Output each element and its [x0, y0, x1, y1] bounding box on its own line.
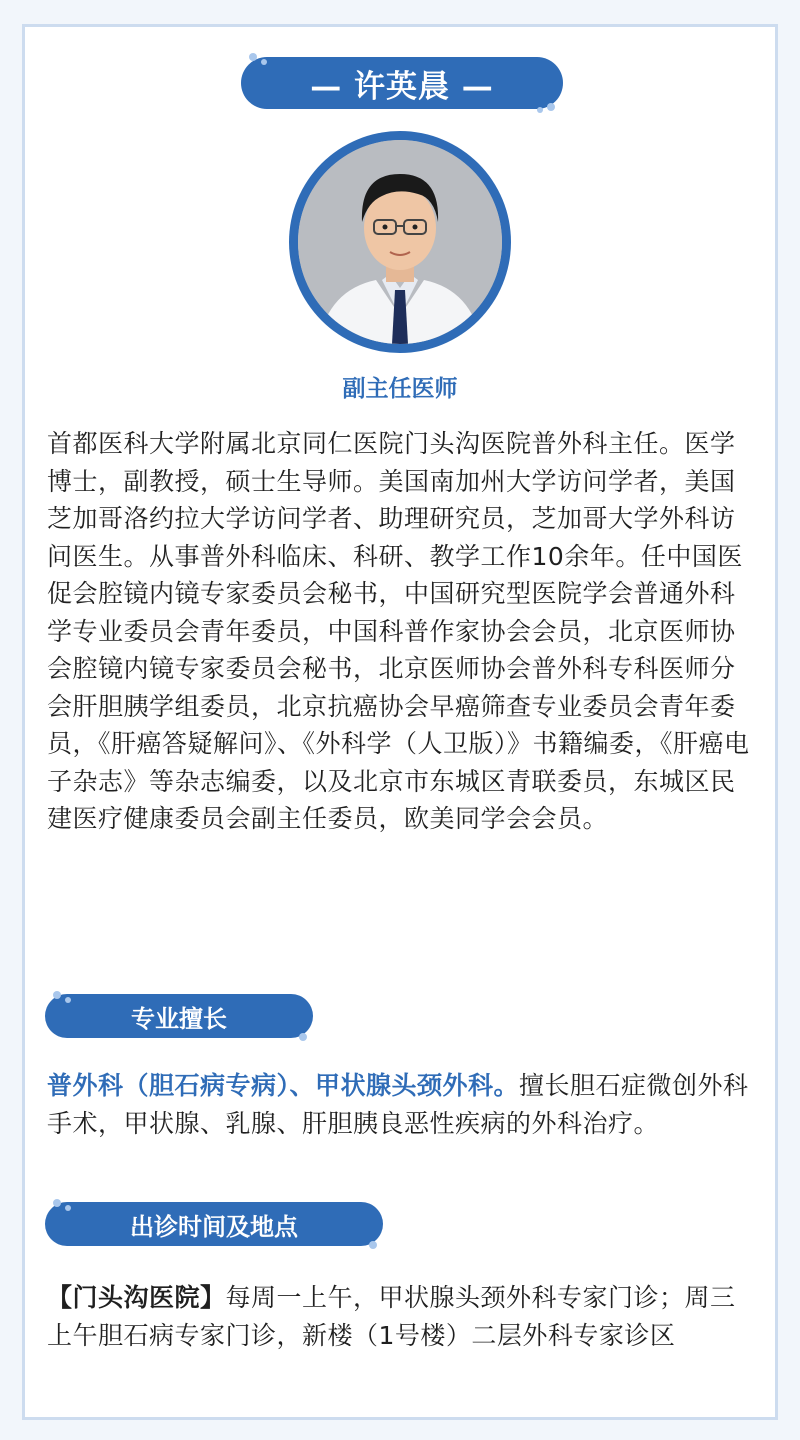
decor-dot — [53, 991, 61, 999]
decor-dot — [261, 59, 267, 65]
decor-dot — [299, 1033, 307, 1041]
doctor-name: — 许英晨 — — [310, 68, 494, 105]
decor-dot — [547, 103, 555, 111]
doctor-title: 副主任医师 — [342, 376, 458, 402]
decor-dot — [249, 53, 257, 61]
avatar — [298, 140, 502, 344]
specialty-heading — [45, 994, 313, 1038]
clinic-text — [47, 1279, 759, 1354]
specialty-heading-label: 专业擅长 — [131, 1004, 227, 1033]
clinic-heading-label: 出诊时间及地点 — [130, 1212, 298, 1241]
decor-dot — [53, 1199, 61, 1207]
doctor-portrait-icon — [298, 140, 502, 344]
clinic-schedule: 每周一上午，甲状腺头颈外科专家门诊；周三上午胆石病专家门诊，新楼（1号楼）二层外科专家诊区 — [47, 1283, 736, 1350]
bio-text: 首都医科大学附属北京同仁医院门头沟医院普外科主任。医学博士，副教授，硕士生导师。美国南加州大学访问学者，美国芝加哥洛约拉大学访问学者、助理研究员，芝加哥大学外科访问医生。从事普外科临床、科研、教学工作10余年。任中国医促会腔镜内镜专家委员会秘书，中国研究型医院学会普通外科学专业委员会青年委员，中国科普作家协会会员，北京医师协会腔镜内镜专家委员会秘书，北京医师协会普外科专科医师分会肝胆胰学组委员，北京抗癌协会早癌筛查专业委员会青年委员，《肝癌答疑解问》、《外科学（人卫版）》书籍编委，《肝癌电子杂志》等杂志编委，以及北京市东城区青联委员，东城区民建医疗健康委员会副主任委员，欧美同学会会员。 — [47, 429, 750, 833]
specialty-highlight: 普外科（胆石病专病）、甲状腺头颈外科。 — [47, 1071, 520, 1100]
decor-dot — [369, 1241, 377, 1249]
decor-dot — [65, 997, 71, 1003]
decor-dot — [65, 1205, 71, 1211]
doctor-name-banner — [241, 57, 563, 109]
specialty-text — [47, 1067, 759, 1142]
avatar-frame — [289, 131, 511, 353]
specialty-description: 擅长胆石症微创外科手术，甲状腺、乳腺、肝胆胰良恶性疾病的外科治疗。 — [47, 1071, 749, 1138]
clinic-heading — [45, 1202, 383, 1246]
decor-dot — [537, 107, 543, 113]
profile-card — [22, 24, 778, 1420]
clinic-location: 【门头沟医院】 — [47, 1283, 226, 1312]
